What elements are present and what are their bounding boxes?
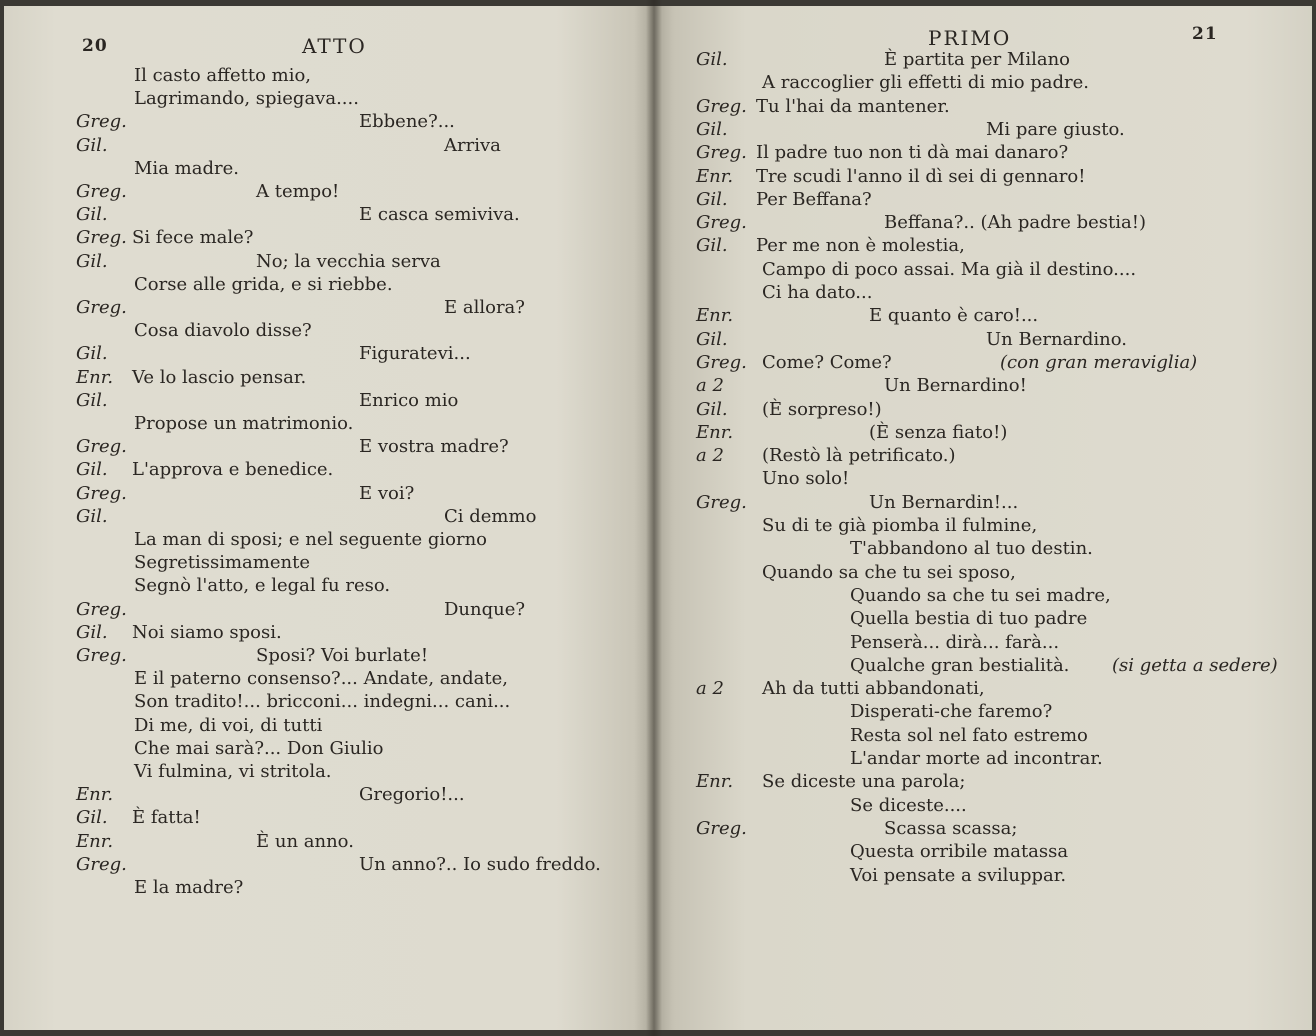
verse-text: Dunque? <box>444 598 526 620</box>
speaker-label: Greg. <box>696 351 747 373</box>
text-line <box>4 250 644 274</box>
verse-text: Propose un matrimonio. <box>134 413 354 434</box>
verse-text: (Restò là petrificato.) <box>762 445 956 467</box>
text-line <box>654 258 1304 282</box>
verse-text: Un Bernardino! <box>884 375 1027 397</box>
speaker-label: Gil. <box>76 807 108 829</box>
text-line <box>4 830 644 854</box>
running-head-left: ATTO <box>302 34 367 58</box>
speaker-label: Gil. <box>76 343 108 365</box>
verse-text: Tre scudi l'anno il dì sei di gennaro! <box>756 165 1086 187</box>
stage-direction: (si getta a sedere) <box>1112 654 1278 676</box>
text-line <box>4 296 644 320</box>
speaker-label: Greg. <box>76 227 127 249</box>
verse-text: Come? Come? <box>762 351 892 373</box>
verse-text: L'andar morte ad incontrar. <box>850 748 1103 769</box>
speaker-label: Greg. <box>76 598 127 620</box>
text-line <box>4 876 644 900</box>
text-line <box>654 537 1304 561</box>
text-line <box>654 514 1304 538</box>
verse-text: È partita per Milano <box>884 49 1071 70</box>
speaker-label: Gil. <box>696 328 728 350</box>
page-number-left: 20 <box>82 36 108 56</box>
text-line <box>4 783 644 807</box>
text-line <box>654 328 1304 352</box>
speaker-label: Greg. <box>76 436 127 458</box>
verse-text: Su di te già piomba il fulmine, <box>762 515 1038 536</box>
text-line <box>4 806 644 830</box>
text-line <box>4 505 644 529</box>
speaker-label: Greg. <box>76 645 127 666</box>
verse-text: Vi fulmina, vi stritola. <box>134 761 332 782</box>
text-line <box>4 621 644 645</box>
verse-text: L'approva e benedice. <box>132 459 334 481</box>
running-head-right: PRIMO <box>928 26 1012 50</box>
verse-text: E voi? <box>359 482 415 504</box>
left-page <box>4 6 654 1030</box>
speaker-label: Gil. <box>696 398 728 420</box>
speaker-label: Greg. <box>696 817 747 839</box>
text-line <box>4 157 644 181</box>
verse-text: Resta sol nel fato estremo <box>850 724 1088 746</box>
text-line <box>654 864 1304 888</box>
verse-text: Per me non è molestia, <box>756 235 965 257</box>
verse-text: La man di sposi; e nel seguente giorno <box>134 529 488 550</box>
verse-text: A tempo! <box>256 181 340 202</box>
text-line <box>4 482 644 506</box>
page-number-right: 21 <box>1192 24 1218 44</box>
speaker-label: Greg. <box>76 853 127 875</box>
verse-text: Figuratevi... <box>359 343 471 365</box>
verse-text: Il padre tuo non ti dà mai danaro? <box>756 142 1069 164</box>
verse-text: Arriva <box>444 134 501 156</box>
verse-text: Corse alle grida, e si riebbe. <box>134 273 393 295</box>
right-page <box>654 6 1312 1030</box>
text-line <box>4 319 644 343</box>
text-line <box>4 528 644 552</box>
speaker-label: Gil. <box>696 49 728 70</box>
text-line <box>4 435 644 459</box>
verse-text: Per Beffana? <box>756 188 872 210</box>
speaker-label: Enr. <box>696 165 734 187</box>
speaker-label: Greg. <box>696 491 747 513</box>
text-line <box>4 551 644 575</box>
text-line <box>654 281 1304 305</box>
verse-text: Segretissimamente <box>134 552 310 574</box>
text-line <box>654 234 1304 258</box>
text-line <box>654 491 1304 515</box>
verse-text: Disperati-che faremo? <box>850 701 1053 723</box>
verse-text: Penserà... dirà... farà... <box>850 631 1060 653</box>
right-text-lines <box>654 6 1312 1030</box>
speaker-label: Enr. <box>696 305 734 327</box>
text-line <box>4 64 644 88</box>
text-line <box>654 700 1304 724</box>
text-line <box>4 110 644 134</box>
verse-text: Segnò l'atto, e legal fu reso. <box>134 575 391 597</box>
verse-text: A raccoglier gli effetti di mio padre. <box>762 72 1090 94</box>
verse-text: Ci demmo <box>444 505 537 527</box>
text-line <box>4 226 644 250</box>
speaker-label: Greg. <box>696 142 747 164</box>
speaker-label: Gil. <box>696 188 728 210</box>
text-line <box>4 737 644 761</box>
verse-text: Ebbene?... <box>359 111 455 133</box>
speaker-label: Greg. <box>696 95 747 117</box>
verse-text: Che mai sarà?... Don Giulio <box>134 737 384 759</box>
text-line <box>654 188 1304 212</box>
speaker-label: Greg. <box>76 482 127 504</box>
verse-text: Un Bernardin!... <box>869 491 1019 513</box>
speaker-label: Greg. <box>76 297 127 318</box>
verse-text: Se diceste una parola; <box>762 771 966 793</box>
text-line <box>654 71 1304 95</box>
verse-text: Il casto affetto mio, <box>134 65 312 86</box>
text-line <box>654 840 1304 864</box>
verse-text: Gregorio!... <box>359 784 465 806</box>
speaker-label: Greg. <box>76 181 127 202</box>
speaker-label: Enr. <box>76 830 114 852</box>
verse-text: Ve lo lascio pensar. <box>132 366 307 388</box>
verse-text: Son tradito!... bricconi... indegni... cani... <box>134 691 511 713</box>
text-line <box>654 165 1304 189</box>
text-line <box>654 48 1304 72</box>
verse-text: Mia madre. <box>134 157 239 179</box>
text-line <box>654 817 1304 841</box>
text-line <box>654 95 1304 119</box>
speaker-label: a 2 <box>696 678 724 700</box>
text-line <box>4 366 644 390</box>
speaker-label: a 2 <box>696 445 724 467</box>
verse-text: Si fece male? <box>132 227 254 249</box>
speaker-label: Gil. <box>76 505 108 527</box>
verse-text: Se diceste.... <box>850 794 967 816</box>
verse-text: Quella bestia di tuo padre <box>850 608 1088 630</box>
text-line <box>4 134 644 158</box>
speaker-label: Gil. <box>76 204 108 226</box>
verse-text: È fatta! <box>132 807 201 829</box>
speaker-label: Enr. <box>696 421 734 443</box>
text-line <box>4 412 644 436</box>
text-line <box>4 203 644 227</box>
verse-text: Campo di poco assai. Ma già il destino.... <box>762 258 1137 280</box>
speaker-label: Enr. <box>76 784 114 806</box>
verse-text: Beffana?.. (Ah padre bestia!) <box>884 212 1147 234</box>
speaker-label: Gil. <box>76 621 108 643</box>
text-line <box>654 724 1304 748</box>
verse-text: Noi siamo sposi. <box>132 621 282 643</box>
verse-text: Uno solo! <box>762 468 850 490</box>
verse-text: E il paterno consenso?... Andate, andate, <box>134 668 508 690</box>
text-line <box>4 760 644 784</box>
text-line <box>654 421 1304 445</box>
verse-text: Ci ha dato... <box>762 282 873 303</box>
verse-text: E quanto è caro!... <box>869 305 1039 327</box>
text-line <box>4 87 644 111</box>
verse-text: (È sorpreso!) <box>762 398 882 420</box>
verse-text: È un anno. <box>256 830 354 852</box>
verse-text: T'abbandono al tuo destin. <box>850 538 1093 560</box>
text-line <box>654 747 1304 771</box>
verse-text: E vostra madre? <box>359 436 509 458</box>
verse-text: Lagrimando, spiegava.... <box>134 88 359 110</box>
text-line <box>654 118 1304 142</box>
text-line <box>654 654 1304 678</box>
speaker-label: Gil. <box>76 459 108 481</box>
text-line <box>4 389 644 413</box>
verse-text: Cosa diavolo disse? <box>134 320 312 342</box>
text-line <box>654 374 1304 398</box>
verse-text: Un anno?.. Io sudo freddo. <box>359 853 601 875</box>
text-line <box>654 211 1304 235</box>
text-line <box>654 584 1304 608</box>
speaker-label: Gil. <box>76 389 108 411</box>
speaker-label: Gil. <box>696 235 728 257</box>
speaker-label: Enr. <box>696 771 734 793</box>
text-line <box>654 351 1304 375</box>
text-line <box>4 458 644 482</box>
verse-text: E la madre? <box>134 877 244 898</box>
text-line <box>654 794 1304 818</box>
book-gutter <box>646 0 662 1036</box>
text-line <box>4 667 644 691</box>
text-line <box>4 690 644 714</box>
speaker-label: Gil. <box>76 134 108 156</box>
text-line <box>654 304 1304 328</box>
text-line <box>654 398 1304 422</box>
verse-text: Mi pare giusto. <box>986 118 1125 140</box>
text-line <box>4 853 644 877</box>
verse-text: (È senza fiato!) <box>869 421 1008 443</box>
speaker-label: Gil. <box>76 250 108 272</box>
speaker-label: Enr. <box>76 366 114 388</box>
speaker-label: Gil. <box>696 118 728 140</box>
text-line <box>4 574 644 598</box>
text-line <box>4 714 644 738</box>
left-text-lines <box>4 6 654 1030</box>
text-line <box>654 607 1304 631</box>
text-line <box>654 444 1304 468</box>
speaker-label: Greg. <box>76 111 127 133</box>
text-line <box>4 180 644 204</box>
verse-text: Un Bernardino. <box>986 328 1128 350</box>
text-line <box>4 644 644 668</box>
text-line <box>654 141 1304 165</box>
text-line <box>654 561 1304 585</box>
verse-text: Qualche gran bestialità. <box>850 654 1070 676</box>
text-line <box>654 677 1304 701</box>
stage-direction: (con gran meraviglia) <box>1000 351 1198 373</box>
text-line <box>4 273 644 297</box>
verse-text: Quando sa che tu sei madre, <box>850 584 1111 606</box>
verse-text: Scassa scassa; <box>884 817 1018 839</box>
speaker-label: a 2 <box>696 375 724 397</box>
verse-text: Quando sa che tu sei sposo, <box>762 561 1016 583</box>
verse-text: E casca semiviva. <box>359 204 520 226</box>
verse-text: Enrico mio <box>359 389 459 411</box>
verse-text: Sposi? Voi burlate! <box>256 645 429 666</box>
text-line <box>4 342 644 366</box>
verse-text: Voi pensate a sviluppar. <box>850 864 1067 886</box>
verse-text: Ah da tutti abbandonati, <box>762 678 985 700</box>
text-line <box>4 598 644 622</box>
text-line <box>654 467 1304 491</box>
speaker-label: Greg. <box>696 212 747 234</box>
verse-text: Questa orribile matassa <box>850 841 1069 863</box>
verse-text: Di me, di voi, di tutti <box>134 714 323 736</box>
verse-text: No; la vecchia serva <box>256 250 441 272</box>
verse-text: E allora? <box>444 297 525 318</box>
text-line <box>654 770 1304 794</box>
verse-text: Tu l'hai da mantener. <box>756 95 950 117</box>
text-line <box>654 631 1304 655</box>
